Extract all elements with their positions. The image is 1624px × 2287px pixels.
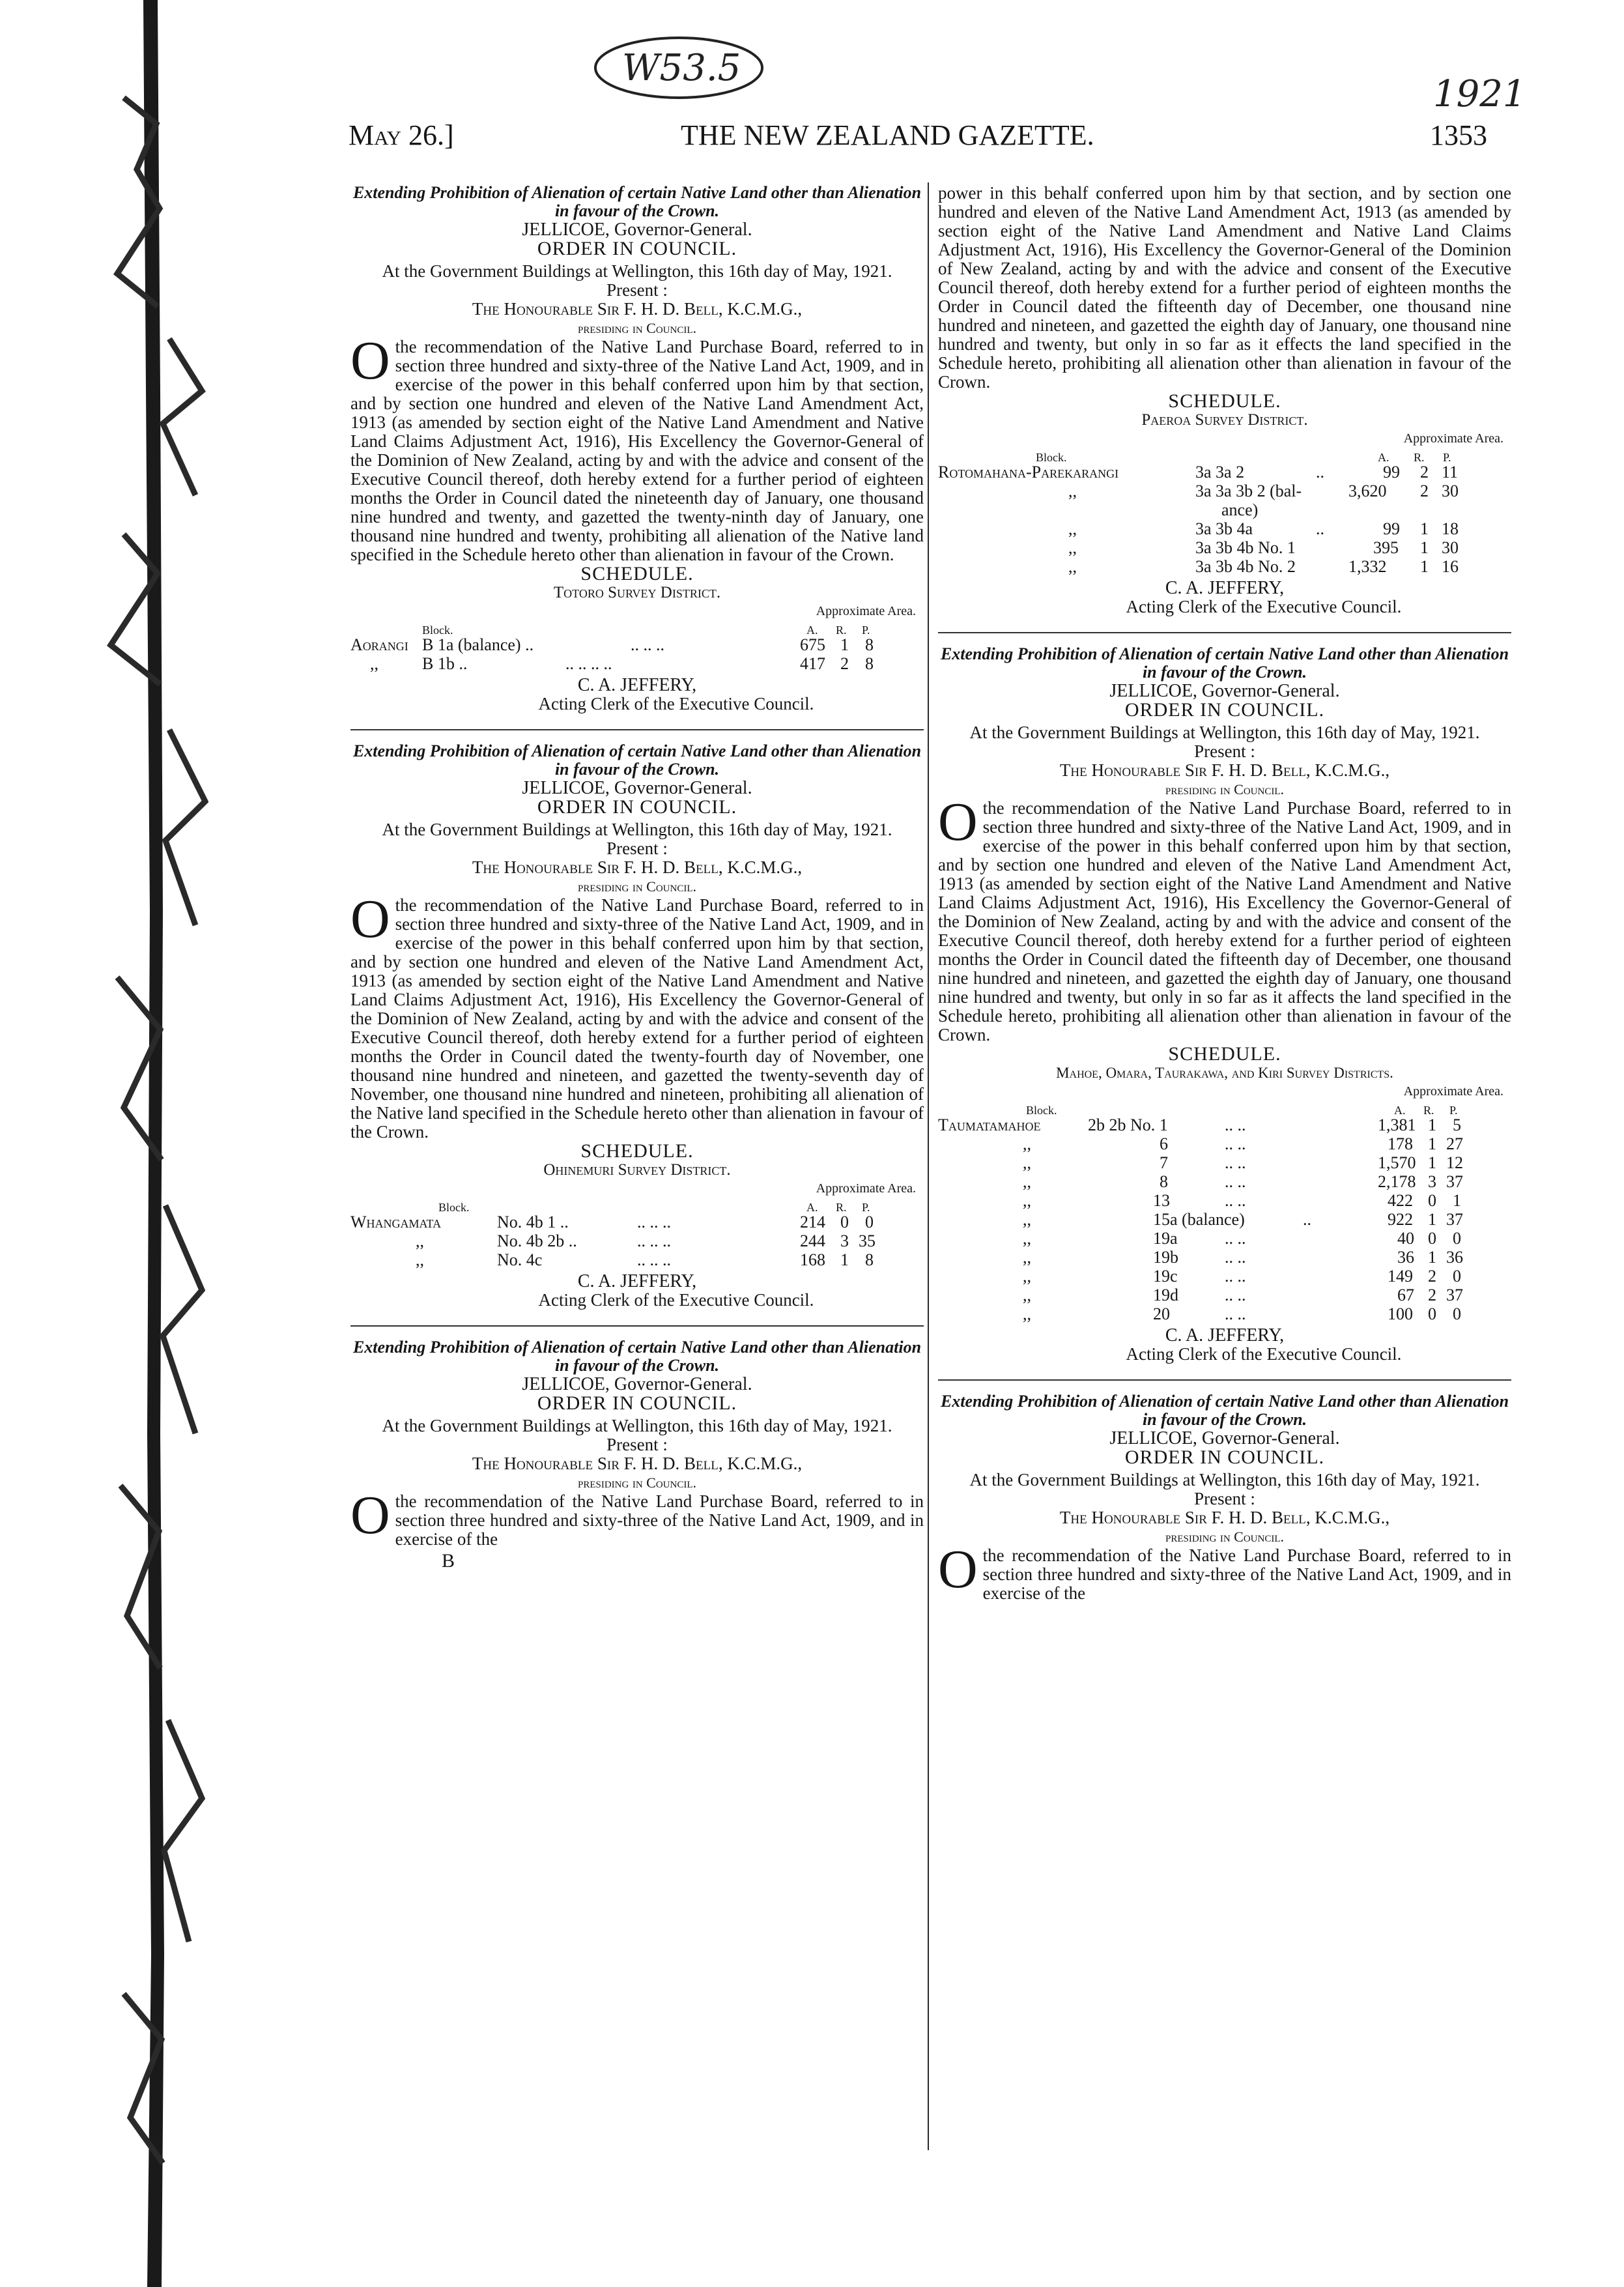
honourable-line: The Honourable Sir F. H. D. Bell, K.C.M.G.,: [1059, 1508, 1390, 1527]
acres-label: A.: [806, 1201, 818, 1214]
notice-body-text: the recommendation of the Native Land Purchase Board, referred to in section three hundred and sixty-three of the Native Land Act, 1909, and in exercise of the power in this behalf conferred upon him by that section, and by section one hundred and eleven of the Native Land Amendment Act, 1913 (as amended by section eight of the Native Land Amendment and Native Land Claims Adjustment Act, 1916), His Excellency the Governor-General of the Dominion of New Zealand, acting by and with the advice and consent of the Executive Council thereof, doth hereby extend for a further period of eighteen months the Order in Council dated the nineteenth day of January, one thousand nine hundred and twenty, and gazetted the twenty-ninth day of January, one thousand nine hundred and twenty, prohibiting all alienation of the Native land specified in the Schedule hereto other than alienation in favour of the Crown.: [350, 337, 924, 564]
right-column: [938, 184, 1511, 1603]
present-label: Present :: [606, 1435, 668, 1454]
row-block: B 1b ..: [422, 654, 468, 673]
row-name: ,,: [1023, 1172, 1031, 1191]
notice-body-text: the recommendation of the Native Land Purchase Board, referred to in section three hundred and sixty-three of the Native Land Act, 1909, and in exercise of the: [982, 1546, 1511, 1603]
schedule-title: SCHEDULE.: [1168, 1043, 1281, 1065]
row-dots: ..: [1316, 519, 1324, 538]
present-label: Present :: [606, 280, 668, 300]
row-name: ,,: [1023, 1134, 1031, 1153]
order-title: ORDER IN COUNCIL.: [1124, 699, 1325, 721]
presiding-line: presiding in Council.: [1165, 781, 1284, 798]
notice-paeroa: [938, 184, 1511, 616]
row-dots: .. ..: [1225, 1134, 1246, 1153]
row-dots: .. .. ..: [631, 635, 664, 654]
clerk-name: C. A. JEFFERY,: [577, 675, 697, 695]
row-name: Aorangi: [350, 635, 408, 654]
header-date: May 26.]: [349, 119, 454, 151]
row-acres: 99: [1383, 519, 1400, 538]
row-name: ,,: [1068, 557, 1077, 576]
row-name: ,,: [1023, 1304, 1031, 1323]
row-block: No. 4b 1 ..: [497, 1213, 569, 1231]
row-block: 3a 3a 3b 2 (bal-: [1195, 482, 1302, 500]
row-roods: 0: [1428, 1191, 1436, 1210]
notice-body: [350, 889, 924, 1142]
honourable-line: The Honourable Sir F. H. D. Bell, K.C.M.G.,: [472, 1454, 803, 1473]
row-block: 3a 3b 4a: [1195, 519, 1253, 538]
row-perches: 0: [865, 1213, 874, 1231]
row-acres: 417: [800, 654, 825, 673]
notice-totoro: [350, 184, 924, 713]
order-title: ORDER IN COUNCIL.: [537, 238, 737, 259]
row-block: 6: [1160, 1134, 1168, 1153]
row-roods: 2: [1420, 482, 1429, 500]
row-name: ,,: [416, 1231, 424, 1250]
row-name: ,,: [1023, 1286, 1031, 1304]
row-name: Rotomahana-Parekarangi: [938, 463, 1119, 482]
order-title: ORDER IN COUNCIL.: [537, 1392, 737, 1414]
roods-label: R.: [1423, 1104, 1434, 1117]
governor-line: JELLICOE, Governor-General.: [522, 778, 752, 798]
drop-cap: O: [350, 330, 390, 391]
row-dots: .. ..: [1225, 1172, 1246, 1191]
table-row: [938, 538, 1511, 557]
notice-body-text: the recommendation of the Native Land Purchase Board, referred to in section three hundred and sixty-three of the Native Land Act, 1909, and in exercise of the power in this behalf conferred upon him by that section, and by section one hundred and eleven of the Native Land Amendment Act, 1913 (as amended by section eight of the Native Land Amendment and Native Land Claims Adjustment Act, 1916), His Excellency the Governor-General of the Dominion of New Zealand, acting by and with the advice and consent of the Executive Council thereof, doth hereby extend for a further period of eighteen months the Order in Council dated the fifteenth day of December, one thousand nine hundred and nineteen, and gazetted the eighth day of January, one thousand nine hundred and twenty, but only in so far as it affects the land specified in the Schedule hereto, prohibiting all alienation other than alienation in favour of the Crown.: [938, 798, 1511, 1044]
perches-label: P.: [862, 1201, 870, 1214]
row-acres: 922: [1388, 1210, 1413, 1229]
row-acres: 422: [1388, 1191, 1413, 1210]
row-block: 15a (balance): [1153, 1210, 1245, 1229]
column-divider: [928, 182, 929, 2150]
row-roods: 1: [1428, 1210, 1436, 1229]
schedule-title: SCHEDULE.: [1168, 390, 1281, 412]
survey-district: Totoro Survey District.: [553, 584, 721, 601]
row-perches: 16: [1442, 557, 1459, 576]
notice-body-text: the recommendation of the Native Land Purchase Board, referred to in section three hundred and sixty-three of the Native Land Act, 1909, and in exercise of the: [395, 1491, 924, 1549]
drop-cap: O: [350, 889, 390, 949]
table-row: [938, 519, 1511, 538]
row-dots: .. ..: [1225, 1248, 1246, 1267]
row-acres: 1,332: [1348, 557, 1387, 576]
row-acres: 395: [1373, 538, 1399, 557]
row-acres: 178: [1388, 1134, 1413, 1153]
row-dots: .. ..: [1225, 1267, 1246, 1286]
present-label: Present :: [606, 839, 668, 858]
clerk-name: C. A. JEFFERY,: [577, 1271, 697, 1291]
row-acres: 2,178: [1378, 1172, 1416, 1191]
governor-line: JELLICOE, Governor-General.: [522, 220, 752, 240]
row-name: ,,: [1023, 1267, 1031, 1286]
row-perches: 0: [1453, 1229, 1461, 1248]
table-row: [938, 1304, 1511, 1323]
notice-continued-right: [938, 1392, 1511, 1603]
row-acres: 40: [1397, 1229, 1414, 1248]
row-block: 19b: [1153, 1248, 1178, 1267]
row-perches: 36: [1446, 1248, 1463, 1267]
binding-strip: [98, 0, 208, 2287]
table-row: [938, 1115, 1511, 1134]
row-dots: ..: [1303, 1210, 1311, 1229]
row-block: 7: [1160, 1153, 1168, 1172]
notice-heading: Extending Prohibition of Alienation of certain Native Land other than Alienation in favour of the Crown.: [940, 1392, 1509, 1429]
row-block: 3a 3a 2: [1195, 463, 1245, 482]
table-row: [938, 1229, 1511, 1248]
present-label: Present :: [1194, 1489, 1255, 1508]
row-roods: 2: [1420, 463, 1429, 482]
notice-body: [938, 792, 1511, 1044]
row-dots: .. .. ..: [637, 1250, 671, 1269]
acres-label: A.: [806, 624, 818, 637]
row-acres: 214: [800, 1213, 825, 1231]
row-roods: 2: [840, 654, 849, 673]
schedule-rows: [350, 1213, 924, 1269]
row-acres: 100: [1388, 1304, 1413, 1323]
row-name: Whangamata: [350, 1213, 442, 1231]
row-perches: 8: [865, 635, 874, 654]
row-block: 8: [1160, 1172, 1168, 1191]
roods-label: R.: [836, 1201, 847, 1214]
header-title: THE NEW ZEALAND GAZETTE.: [681, 119, 1094, 151]
place-date: At the Government Buildings at Wellington, this 16th day of May, 1921.: [382, 820, 892, 839]
approx-area-label: Approximate Area.: [816, 1181, 916, 1196]
row-roods: 0: [1428, 1304, 1436, 1323]
table-row: [938, 1134, 1511, 1153]
notice-body: power in this behalf conferred upon him by that section, and by section one hundred and eleven of the Native Land Amendment Act, 1913 (as amended by section eight of the Native Land Amendment and Native Land Claims Adjustment Act, 1916), His Excellency the Governor-General of the Dominion of New Zealand, acting by and with the advice and consent of the Executive Council thereof, doth hereby extend for a further period of eighteen months the Order in Council dated the fifteenth day of December, one thousand nine hundred and nineteen, and gazetted the eighth day of January, one thousand nine hundred and twenty, but only in so far as it effects the land specified in the Schedule hereto, prohibiting all alienation other than alienation in favour of the Crown.: [938, 183, 1511, 392]
row-roods: 0: [840, 1213, 849, 1231]
block-label: Block.: [438, 1201, 470, 1214]
row-roods: 1: [1428, 1115, 1436, 1134]
schedule-title: SCHEDULE.: [580, 1140, 694, 1162]
row-name: ,,: [1068, 538, 1077, 557]
row-name: ,,: [1023, 1229, 1031, 1248]
row-name: ,,: [1023, 1191, 1031, 1210]
notice-separator: [350, 729, 924, 730]
row-block: 3a 3b 4b No. 1: [1195, 538, 1296, 557]
acres-label: A.: [1394, 1104, 1406, 1117]
row-block: 19d: [1153, 1286, 1178, 1304]
acres-label: A.: [1378, 451, 1389, 464]
schedule-header-row: [938, 448, 1511, 463]
row-block: 19a: [1153, 1229, 1178, 1248]
row-roods: 3: [1428, 1172, 1436, 1191]
block-label: Block.: [1036, 451, 1067, 464]
row-perches: 30: [1442, 482, 1459, 500]
schedule-rows: [350, 635, 924, 673]
notice-continued: [350, 1338, 924, 1570]
handwritten-reference: W53.5: [622, 47, 741, 89]
roods-label: R.: [1414, 451, 1425, 464]
handwritten-year: 1921: [1433, 73, 1526, 115]
notice-body: [350, 1485, 924, 1549]
notice-body: [938, 1539, 1511, 1603]
row-name: ,,: [1068, 519, 1077, 538]
schedule-rows: [938, 1115, 1511, 1323]
place-date: At the Government Buildings at Wellington, this 16th day of May, 1921.: [969, 723, 1480, 742]
present-label: Present :: [1194, 741, 1255, 761]
row-acres: 1,381: [1378, 1115, 1416, 1134]
table-row: [938, 557, 1511, 576]
governor-line: JELLICOE, Governor-General.: [1109, 1428, 1340, 1448]
table-row: [350, 1250, 924, 1269]
row-acres: 99: [1383, 463, 1400, 482]
row-acres: 67: [1397, 1286, 1414, 1304]
row-perches: 8: [865, 654, 874, 673]
table-row: [938, 463, 1511, 482]
notice-heading: Extending Prohibition of Alienation of certain Native Land other than Alienation in favour of the Crown.: [940, 644, 1509, 682]
row-dots: .. ..: [1225, 1229, 1246, 1248]
row-perches: 37: [1446, 1210, 1463, 1229]
row-perches: 30: [1442, 538, 1459, 557]
row-block: No. 4b 2b ..: [497, 1231, 577, 1250]
schedule-title: SCHEDULE.: [580, 563, 694, 584]
honourable-line: The Honourable Sir F. H. D. Bell, K.C.M.G.,: [1059, 760, 1390, 780]
table-row: [938, 1267, 1511, 1286]
clerk-title: Acting Clerk of the Executive Council.: [1126, 597, 1402, 616]
table-row: [938, 1286, 1511, 1304]
table-row: [938, 1210, 1511, 1229]
place-date: At the Government Buildings at Wellington, this 16th day of May, 1921.: [382, 1416, 892, 1435]
notice-heading: Extending Prohibition of Alienation of certain Native Land other than Alienation in favour of the Crown.: [352, 1338, 922, 1375]
order-title: ORDER IN COUNCIL.: [1124, 1446, 1325, 1468]
row-perches: 37: [1446, 1286, 1463, 1304]
approx-area-label: Approximate Area.: [816, 604, 916, 618]
row-perches: 8: [865, 1250, 874, 1269]
row-roods: 1: [1420, 557, 1429, 576]
row-acres: 675: [800, 635, 825, 654]
row-block: 20: [1153, 1304, 1170, 1323]
row-perches: 0: [1453, 1304, 1461, 1323]
table-row: [938, 1248, 1511, 1267]
row-block: No. 4c: [497, 1250, 543, 1269]
schedule-header-row: [350, 621, 924, 635]
table-row: [350, 635, 924, 654]
drop-cap: O: [350, 1485, 390, 1546]
row-name: ,,: [1023, 1153, 1031, 1172]
table-row: [938, 482, 1511, 500]
table-row: [938, 1172, 1511, 1191]
notice-separator: [350, 1325, 924, 1327]
row-name: ,,: [1023, 1248, 1031, 1267]
row-roods: 1: [1420, 538, 1429, 557]
row-perches: 18: [1442, 519, 1459, 538]
row-block: 3a 3b 4b No. 2: [1195, 557, 1296, 576]
block-label: Block.: [1026, 1104, 1057, 1117]
survey-district: Mahoe, Omara, Taurakawa, and Kiri Survey Districts.: [1056, 1065, 1393, 1081]
row-dots: .. ..: [1225, 1115, 1246, 1134]
row-name: ,,: [416, 1250, 424, 1269]
row-acres: 149: [1388, 1267, 1413, 1286]
signature-mark: B: [442, 1550, 455, 1572]
perches-label: P.: [1443, 451, 1451, 464]
table-row: [350, 1213, 924, 1231]
table-row: [350, 654, 924, 673]
row-perches: 0: [1453, 1267, 1461, 1286]
schedule-header-row: [350, 1198, 924, 1213]
row-dots: .. .. ..: [637, 1231, 671, 1250]
clerk-title: Acting Clerk of the Executive Council.: [538, 694, 814, 713]
presiding-line: presiding in Council.: [577, 320, 696, 336]
row-roods: 2: [1428, 1286, 1436, 1304]
row-dots: .. .. ..: [637, 1213, 671, 1231]
row-roods: 3: [840, 1231, 849, 1250]
row-perches: 12: [1446, 1153, 1463, 1172]
place-date: At the Government Buildings at Wellington, this 16th day of May, 1921.: [969, 1470, 1480, 1489]
clerk-name: C. A. JEFFERY,: [1165, 578, 1285, 598]
row-dots: .. ..: [1225, 1153, 1246, 1172]
row-acres: 3,620: [1348, 482, 1387, 500]
row-roods: 0: [1428, 1229, 1436, 1248]
row-perches: 35: [859, 1231, 876, 1250]
governor-line: JELLICOE, Governor-General.: [522, 1374, 752, 1394]
row-dots: ..: [1316, 463, 1324, 482]
schedule-header-row: [938, 1101, 1511, 1115]
table-row: [938, 1191, 1511, 1210]
row-perches: 11: [1442, 463, 1459, 482]
honourable-line: The Honourable Sir F. H. D. Bell, K.C.M.G.,: [472, 299, 803, 319]
survey-district: Paeroa Survey District.: [1141, 411, 1308, 429]
row-acres: 168: [800, 1250, 825, 1269]
table-row: [350, 1231, 924, 1250]
row-block: 19c: [1153, 1267, 1178, 1286]
governor-line: JELLICOE, Governor-General.: [1109, 681, 1340, 701]
row-roods: 1: [1428, 1248, 1436, 1267]
row-dots: .. ..: [1225, 1286, 1246, 1304]
row-roods: 1: [840, 1250, 849, 1269]
survey-district: Ohinemuri Survey District.: [543, 1161, 731, 1179]
row-roods: 1: [840, 635, 849, 654]
row-acres: 244: [800, 1231, 825, 1250]
order-title: ORDER IN COUNCIL.: [537, 796, 737, 818]
notice-heading: Extending Prohibition of Alienation of certain Native Land other than Alienation in favour of the Crown.: [352, 183, 922, 220]
left-column: [350, 184, 924, 1570]
row-block: 13: [1153, 1191, 1170, 1210]
table-row: [938, 1153, 1511, 1172]
row-name: ,,: [370, 654, 378, 673]
row-roods: 1: [1428, 1153, 1436, 1172]
row-perches: 1: [1453, 1191, 1461, 1210]
notice-body: [350, 330, 924, 564]
row-roods: 1: [1420, 519, 1429, 538]
drop-cap: O: [938, 792, 978, 852]
perches-label: P.: [1449, 1104, 1458, 1117]
approx-area-label: Approximate Area.: [1403, 1084, 1503, 1099]
row-block: ance): [1221, 500, 1259, 519]
row-perches: 37: [1446, 1172, 1463, 1191]
row-dots: .. ..: [1225, 1304, 1246, 1323]
row-roods: 2: [1428, 1267, 1436, 1286]
presiding-line: presiding in Council.: [577, 1474, 696, 1491]
row-dots: .. ..: [1225, 1191, 1246, 1210]
notice-mahoe: [938, 645, 1511, 1364]
presiding-line: presiding in Council.: [577, 878, 696, 895]
row-block: 2b 2b No. 1: [1088, 1115, 1168, 1134]
row-block: B 1a (balance) ..: [422, 635, 534, 654]
row-name: ,,: [1068, 482, 1077, 500]
schedule-rows: [938, 463, 1511, 576]
presiding-line: presiding in Council.: [1165, 1529, 1284, 1545]
perches-label: P.: [862, 624, 870, 637]
approx-area-label: Approximate Area.: [1403, 431, 1503, 446]
notice-separator: [938, 632, 1511, 633]
block-label: Block.: [422, 624, 453, 637]
row-perches: 27: [1446, 1134, 1463, 1153]
clerk-title: Acting Clerk of the Executive Council.: [538, 1290, 814, 1310]
notice-separator: [938, 1379, 1511, 1381]
row-dots: .. .. .. ..: [565, 654, 612, 673]
row-acres: 1,570: [1378, 1153, 1416, 1172]
row-acres: 36: [1397, 1248, 1414, 1267]
place-date: At the Government Buildings at Wellington, this 16th day of May, 1921.: [382, 261, 892, 281]
notice-ohinemuri: [350, 742, 924, 1310]
clerk-name: C. A. JEFFERY,: [1165, 1325, 1285, 1345]
row-roods: 1: [1428, 1134, 1436, 1153]
notice-body-text: the recommendation of the Native Land Purchase Board, referred to in section three hundred and sixty-three of the Native Land Act, 1909, and in exercise of the power in this behalf conferred upon him by that section, and by section one hundred and eleven of the Native Land Amendment Act, 1913 (as amended by section eight of the Native Land Amendment and Native Land Claims Adjustment Act, 1916), His Excellency the Governor-General of the Dominion of New Zealand, acting by and with the advice and consent of the Executive Council thereof, doth hereby extend for a further period of eighteen months the Order in Council dated the twenty-fourth day of November, one thousand nine hundred and nineteen, and gazetted the twenty-seventh day of November, one thousand nine hundred and nineteen, prohibiting all alienation of the Native land specified in the Schedule hereto other than alienation in favour of the Crown.: [350, 895, 924, 1142]
roods-label: R.: [836, 624, 847, 637]
honourable-line: The Honourable Sir F. H. D. Bell, K.C.M.G.,: [472, 857, 803, 877]
table-row: [938, 500, 1511, 519]
header-page-number: 1353: [1430, 119, 1487, 151]
row-name: Taumatamahoe: [938, 1115, 1041, 1134]
drop-cap: O: [938, 1539, 978, 1600]
notice-heading: Extending Prohibition of Alienation of certain Native Land other than Alienation in favour of the Crown.: [352, 741, 922, 779]
row-name: ,,: [1023, 1210, 1031, 1229]
clerk-title: Acting Clerk of the Executive Council.: [1126, 1344, 1402, 1364]
row-perches: 5: [1453, 1115, 1461, 1134]
